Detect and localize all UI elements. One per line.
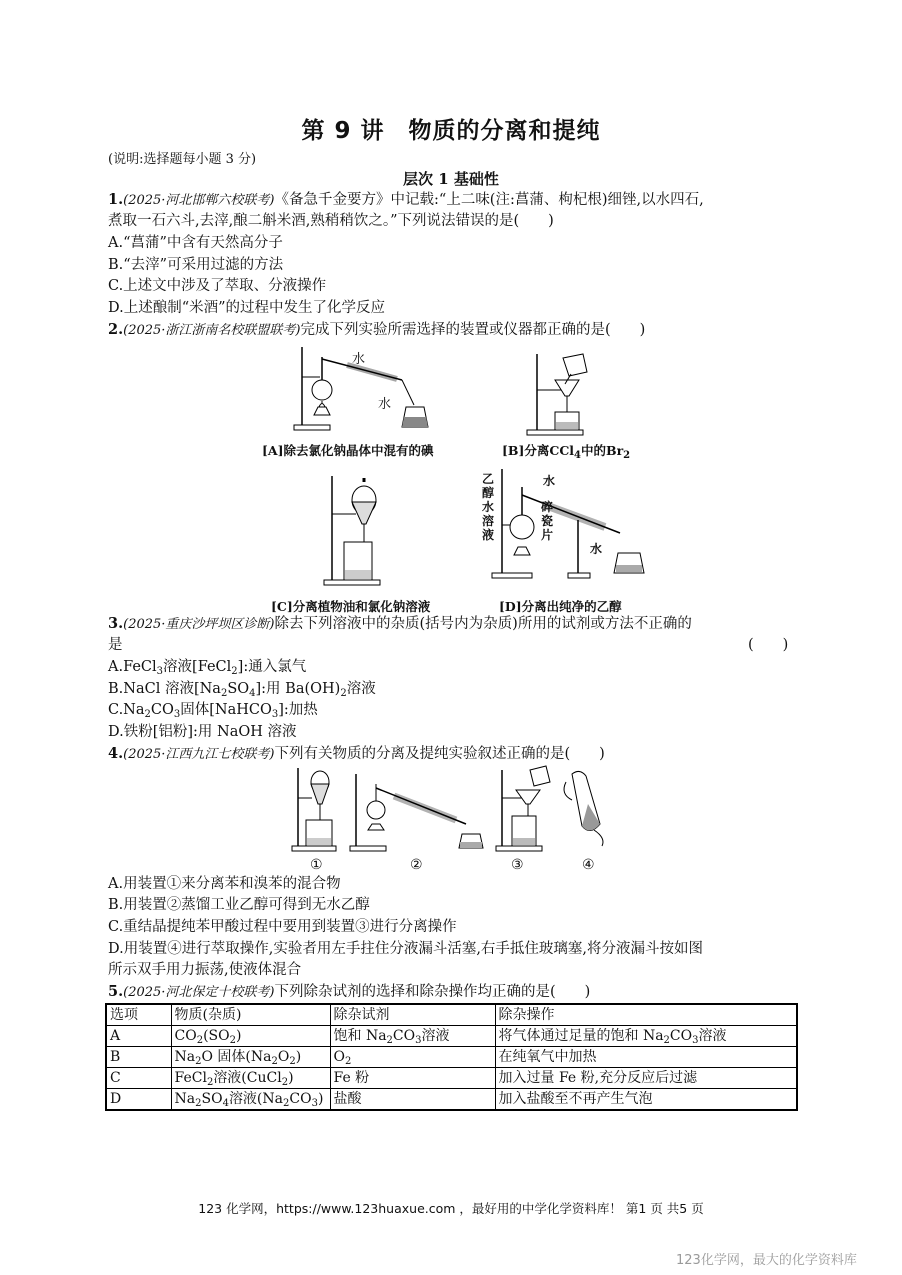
table-row (106, 1068, 797, 1089)
row-a-option: A (106, 1026, 171, 1047)
table-row (106, 1026, 797, 1047)
q3-c-3: 固体[NaHCO (180, 702, 272, 718)
row-a-operation (495, 1026, 797, 1047)
ethanol-char-4: 溶 (482, 514, 495, 528)
ra-s3: ) (235, 1028, 242, 1044)
row-b-operation: 在纯氧气中加热 (495, 1047, 797, 1068)
q1-option-d: D.上述酿制“米酒”的过程中发生了化学反应 (108, 300, 386, 316)
apparatus-c-separatory-funnel (322, 472, 392, 590)
q3-answer-paren: ( ) (748, 637, 789, 653)
table-row (106, 1089, 797, 1111)
rb-s3: O (277, 1049, 290, 1065)
rb-s2: O 固体(Na (201, 1049, 272, 1065)
q5-stem-text: 下列除杂试剂的选择和除杂操作均正确的是( ) (274, 984, 591, 1000)
apparatus-b-filtration (525, 350, 595, 438)
q3-b-4: 溶液 (346, 681, 376, 697)
q4-source: (2025·江西九江七校联考) (123, 747, 275, 762)
apparatus-d-chips-label (541, 500, 555, 542)
apparatus-a-water-in: 水 (352, 352, 366, 367)
q3-stem-1: 除去下列溶液中的杂质(括号内为杂质)所用的试剂或方法不正确的 (274, 616, 692, 632)
header-reagent: 除杂试剂 (330, 1004, 495, 1026)
q4-stem (108, 744, 605, 765)
table-row (106, 1047, 797, 1068)
q4-apparatus-2 (350, 774, 483, 851)
rb-sub-c: 2 (289, 1056, 296, 1067)
q1-stem-1: 《备急千金要方》中记载:“上二味(注:菖蒲、枸杞根)细锉,以水四石, (274, 192, 704, 208)
q3-b-sub2b: 2 (340, 688, 347, 699)
table-header-row (106, 1004, 797, 1026)
ra-sub-c: 2 (386, 1035, 393, 1046)
q4-apparatus-1 (292, 768, 336, 851)
row-d-operation: 加入盐酸至不再产生气泡 (495, 1089, 797, 1111)
q4-label-4: ④ (582, 857, 595, 873)
q3-line2: 是 (108, 637, 123, 653)
q2-stem (108, 320, 645, 341)
rc-s1: FeCl (174, 1070, 207, 1086)
q5-table (105, 1003, 798, 1111)
caption-b (502, 441, 630, 459)
q2-stem-text: 完成下列实验所需选择的装置或仪器都正确的是( ) (300, 322, 646, 338)
q3-c-4: ]:加热 (278, 702, 318, 718)
ethanol-char-1: 乙 (482, 472, 495, 486)
row-c-operation: 加入过量 Fe 粉,充分反应后过滤 (495, 1068, 797, 1089)
rb-r1: O (333, 1049, 345, 1065)
row-d-substance (171, 1089, 330, 1111)
q1-option-a: A.“菖蒲”中含有天然高分子 (108, 235, 283, 251)
q3-c-2: CO (150, 702, 174, 718)
header-option: 选项 (106, 1004, 171, 1026)
q3-b-sub2: 2 (220, 688, 228, 699)
apparatus-d-distillation (490, 465, 650, 580)
q4-stem-text: 下列有关物质的分离及提纯实验叙述正确的是( ) (274, 746, 605, 762)
q1-number: 1. (108, 191, 124, 208)
rb-sub-a: 2 (195, 1056, 202, 1067)
ethanol-char-3: 水 (482, 500, 495, 514)
q4-apparatus-4 (564, 771, 603, 846)
q4-number: 4. (108, 745, 124, 762)
q1-option-b: B.“去滓”可采用过滤的方法 (108, 257, 284, 273)
row-c-reagent: Fe 粉 (330, 1068, 495, 1089)
chips-char-1: 碎 (541, 500, 554, 514)
q3-source: (2025·重庆沙坪坝区诊断) (123, 617, 275, 632)
q4-option-d-line2: 所示双手用力振荡,使液体混合 (108, 962, 302, 978)
q3-a-1: A.FeCl (108, 659, 157, 675)
page-title: 第 9 讲 物质的分离和提纯 (301, 118, 601, 144)
q1-source: (2025·河北邯郸六校联考) (123, 193, 275, 208)
row-a-substance (171, 1026, 330, 1047)
apparatus-d-water-in-2: 水 (590, 542, 603, 556)
header-operation: 除杂操作 (495, 1004, 797, 1026)
caption-a: [A]除去氯化钠晶体中混有的碘 (262, 443, 434, 458)
q3-number: 3. (108, 615, 124, 632)
ra-o1: 将气体通过足量的饱和 Na (498, 1028, 664, 1044)
ra-o2: CO (669, 1028, 693, 1044)
q3-b-2: SO (227, 681, 250, 697)
q3-b-1: B.NaCl 溶液[Na (108, 681, 221, 697)
q1-line1 (108, 190, 704, 211)
q3-a-2: 溶液[FeCl (163, 659, 232, 675)
row-c-substance (171, 1068, 330, 1089)
rc-sub-a: 2 (206, 1077, 214, 1088)
row-d-option: D (106, 1089, 171, 1111)
q1-option-c: C.上述文中涉及了萃取、分液操作 (108, 278, 327, 294)
ra-sub-e: 2 (663, 1035, 670, 1046)
chips-char-3: 片 (541, 528, 554, 542)
rd-sub-d: 3 (311, 1098, 318, 1109)
rb-sub-d: 2 (344, 1056, 352, 1067)
q3-a-sub2: 2 (231, 666, 238, 677)
q3-option-a (108, 657, 306, 677)
row-b-reagent (330, 1047, 495, 1068)
apparatus-a-sublimation (292, 345, 442, 433)
row-b-substance (171, 1047, 330, 1068)
apparatus-d-water-out: 水 (543, 474, 556, 488)
q1-line2: 煮取一石六斗,去滓,酿二斛米酒,熟稍稍饮之。”下列说法错误的是( ) (108, 213, 554, 229)
rb-s4: ) (295, 1049, 302, 1065)
ethanol-char-5: 液 (482, 528, 495, 542)
rd-s5: ) (317, 1091, 324, 1107)
rb-s1: Na (174, 1049, 196, 1065)
q4-option-c: C.重结晶提纯苯甲酸过程中要用到装置③进行分离操作 (108, 919, 457, 935)
q4-apparatus-row (290, 764, 610, 854)
row-c-option: C (106, 1068, 171, 1089)
q3-c-1: C.Na (108, 702, 145, 718)
ra-r1: 饱和 Na (333, 1028, 387, 1044)
caption-b-sub4: 4 (574, 450, 582, 461)
rd-s4: CO (289, 1091, 312, 1107)
q4-label-1: ① (310, 857, 323, 873)
q5-number: 5. (108, 983, 124, 1000)
header-substance: 物质(杂质) (171, 1004, 330, 1026)
caption-d: [D]分离出纯净的乙醇 (499, 599, 622, 614)
scoring-note: (说明:选择题每小题 3 分) (108, 152, 257, 167)
ra-sub-f: 3 (692, 1035, 699, 1046)
rb-sub-b: 2 (271, 1056, 278, 1067)
ra-sub-a: 2 (196, 1035, 204, 1046)
q3-option-c (108, 700, 318, 720)
caption-b-sub2: 2 (623, 450, 631, 461)
caption-b-part2: 中的Br (581, 443, 624, 458)
rd-s2: SO (201, 1091, 223, 1107)
ra-r2: CO (392, 1028, 416, 1044)
rd-sub-c: 2 (283, 1098, 290, 1109)
section-heading: 层次 1 基础性 (403, 170, 499, 188)
rc-s2: 溶液(CuCl (213, 1070, 282, 1086)
ra-sub-d: 3 (415, 1035, 422, 1046)
q3-option-b (108, 679, 376, 699)
ra-s1: CO (174, 1028, 197, 1044)
caption-c: [C]分离植物油和氯化钠溶液 (271, 599, 431, 614)
q3-b-3: ]:用 Ba(OH) (255, 681, 341, 697)
row-a-reagent (330, 1026, 495, 1047)
q3-a-sub3: 3 (156, 666, 164, 677)
page-footer: 123 化学网，https://www.123huaxue.com ，最好用的中学化学资料库！ 第1 页 共5 页 (198, 1201, 704, 1216)
q3-c-sub3b: 3 (271, 709, 279, 720)
ra-sub-b: 2 (229, 1035, 236, 1046)
row-b-option: B (106, 1047, 171, 1068)
q3-line1 (108, 614, 692, 635)
apparatus-d-ethanol-label (482, 472, 496, 542)
q3-b-sub4: 4 (249, 688, 256, 699)
q4-apparatus-3 (496, 766, 550, 851)
q2-source: (2025·浙江浙南名校联盟联考) (123, 323, 301, 338)
q4-option-d-line1: D.用装置④进行萃取操作,实验者用左手拄住分液漏斗活塞,右手抵住玻璃塞,将分液漏斗按如图 (108, 941, 704, 957)
q3-a-3: ]:通入氯气 (237, 659, 307, 675)
q4-option-a: A.用装置①来分离苯和溴苯的混合物 (108, 876, 341, 892)
rc-s3: ) (288, 1070, 294, 1086)
q4-label-2: ② (410, 857, 423, 873)
apparatus-a-water-out: 水 (378, 397, 392, 412)
q3-c-sub3: 3 (173, 709, 181, 720)
rc-sub-b: 2 (281, 1077, 289, 1088)
q2-number: 2. (108, 321, 124, 338)
q5-stem (108, 982, 590, 1003)
rd-s1: Na (174, 1091, 196, 1107)
q3-c-sub2: 2 (144, 709, 151, 720)
ra-o3: 溶液 (698, 1028, 727, 1044)
q4-label-3: ③ (511, 857, 524, 873)
chips-char-2: 瓷 (541, 514, 554, 528)
q5-source: (2025·河北保定十校联考) (123, 985, 275, 1000)
ra-r3: 溶液 (421, 1028, 450, 1044)
rd-sub-b: 4 (222, 1098, 229, 1109)
rd-s3: 溶液(Na (228, 1091, 283, 1107)
watermark: 123化学网，最大的化学资料库 (676, 1253, 857, 1268)
caption-b-part1: [B]分离CCl (502, 443, 575, 458)
q4-option-b: B.用装置②蒸馏工业乙醇可得到无水乙醇 (108, 897, 370, 913)
ra-s2: (SO (203, 1028, 230, 1044)
rd-sub-a: 2 (195, 1098, 202, 1109)
q3-option-d: D.铁粉[铝粉]:用 NaOH 溶液 (108, 724, 297, 740)
ethanol-char-2: 醇 (482, 486, 495, 500)
row-d-reagent: 盐酸 (330, 1089, 495, 1111)
